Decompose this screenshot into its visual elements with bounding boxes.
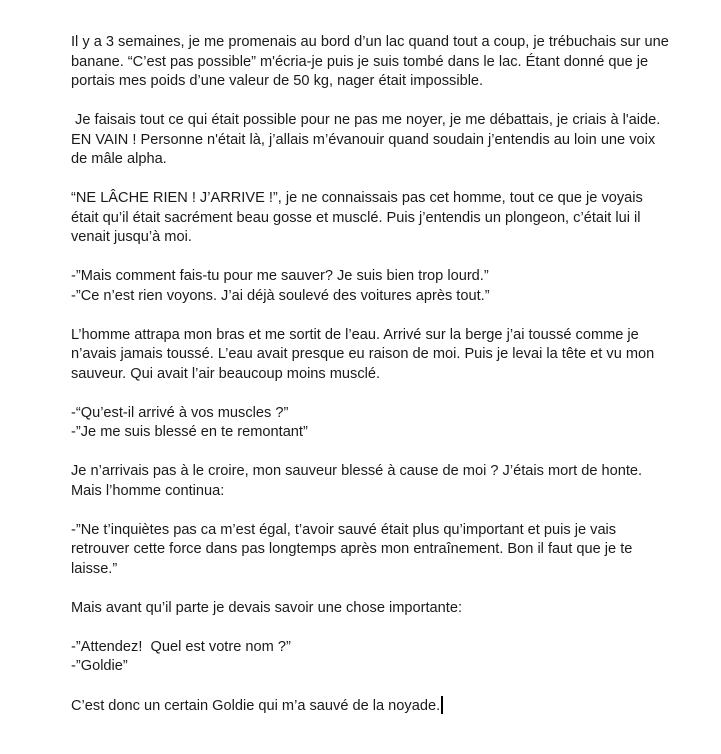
- text-line[interactable]: -”Attendez! Quel est votre nom ?”: [71, 638, 291, 655]
- paragraph-9[interactable]: [71, 599, 701, 619]
- paragraph-7[interactable]: [71, 462, 701, 501]
- text-line[interactable]: n’avais jamais toussé. L’eau avait presque eu raison de moi. Puis je levai la tête et vu mon: [71, 346, 655, 362]
- paragraph-5[interactable]: [71, 326, 701, 385]
- text-line[interactable]: -”Ne t’inquiètes pas ca m’est égal, t’avoir sauvé était plus qu’important et puis je vais: [71, 521, 617, 538]
- text-line[interactable]: “NE LÂCHE RIEN ! J’ARRIVE !”, je ne connaissais pas cet homme, tout ce que je voyais: [71, 190, 643, 206]
- paragraph-11[interactable]: [71, 696, 701, 717]
- text-line[interactable]: de mâle alpha.: [71, 151, 167, 167]
- paragraph-3[interactable]: [71, 189, 701, 248]
- text-line[interactable]: -”Mais comment fais-tu pour me sauver? Je suis bien trop lourd.”: [71, 268, 489, 284]
- paragraph-4[interactable]: [71, 267, 701, 306]
- text-line[interactable]: banane. “C’est pas possible” m'écria-je puis je suis tombé dans le lac. Étant donné que je: [71, 53, 649, 70]
- paragraph-1[interactable]: [71, 33, 701, 92]
- text-line[interactable]: L’homme attrapa mon bras et me sortit de l’eau. Arrivé sur la berge j’ai toussé comme je: [71, 326, 639, 343]
- paragraph-10[interactable]: [71, 638, 701, 677]
- text-cursor: [441, 696, 443, 714]
- text-line[interactable]: -”Goldie”: [71, 658, 128, 674]
- text-line[interactable]: portais mes poids d’une valeur de 50 kg, nager était impossible.: [71, 73, 484, 89]
- text-line[interactable]: était qu’il était sacrément beau gosse et musclé. Puis j’entendis un plongeon, c’était lui il: [71, 209, 641, 226]
- paragraph-2[interactable]: [71, 111, 701, 170]
- document-body[interactable]: [71, 33, 701, 736]
- text-line[interactable]: Mais avant qu’il parte je devais savoir une chose importante:: [71, 599, 462, 616]
- text-line[interactable]: -”Je me suis blessé en te remontant”: [71, 424, 308, 440]
- text-line[interactable]: Il y a 3 semaines, je me promenais au bord d’un lac quand tout a coup, je trébuchais sur une: [71, 34, 669, 50]
- text-line[interactable]: sauveur. Qui avait l’air beaucoup moins musclé.: [71, 365, 381, 382]
- text-line[interactable]: Je faisais tout ce qui était possible pour ne pas me noyer, je me débattais, je criais à l'aide.: [71, 112, 661, 128]
- last-line-text[interactable]: C’est donc un certain Goldie qui m’a sauvé de la noyade.: [71, 698, 441, 714]
- text-line[interactable]: Mais l’homme continua:: [71, 482, 225, 499]
- text-line[interactable]: retrouver cette force dans pas longtemps après mon entraînement. Bon il faut que je te: [71, 541, 633, 557]
- paragraph-6[interactable]: [71, 404, 701, 443]
- text-line[interactable]: Je n’arrivais pas à le croire, mon sauveur blessé à cause de moi ? J’étais mort de honte.: [71, 463, 643, 479]
- text-line[interactable]: -“Qu’est-il arrivé à vos muscles ?”: [71, 404, 289, 421]
- text-line-last[interactable]: [71, 696, 701, 717]
- text-line[interactable]: EN VAIN ! Personne n'était là, j’allais m’évanouir quand soudain j’entendis au loin une voix: [71, 131, 656, 148]
- text-line[interactable]: laisse.”: [71, 560, 118, 577]
- text-line[interactable]: venait jusqu’à moi.: [71, 229, 192, 245]
- text-line[interactable]: -”Ce n’est rien voyons. J’ai déjà soulevé des voitures après tout.”: [71, 287, 490, 304]
- paragraph-8[interactable]: [71, 521, 701, 580]
